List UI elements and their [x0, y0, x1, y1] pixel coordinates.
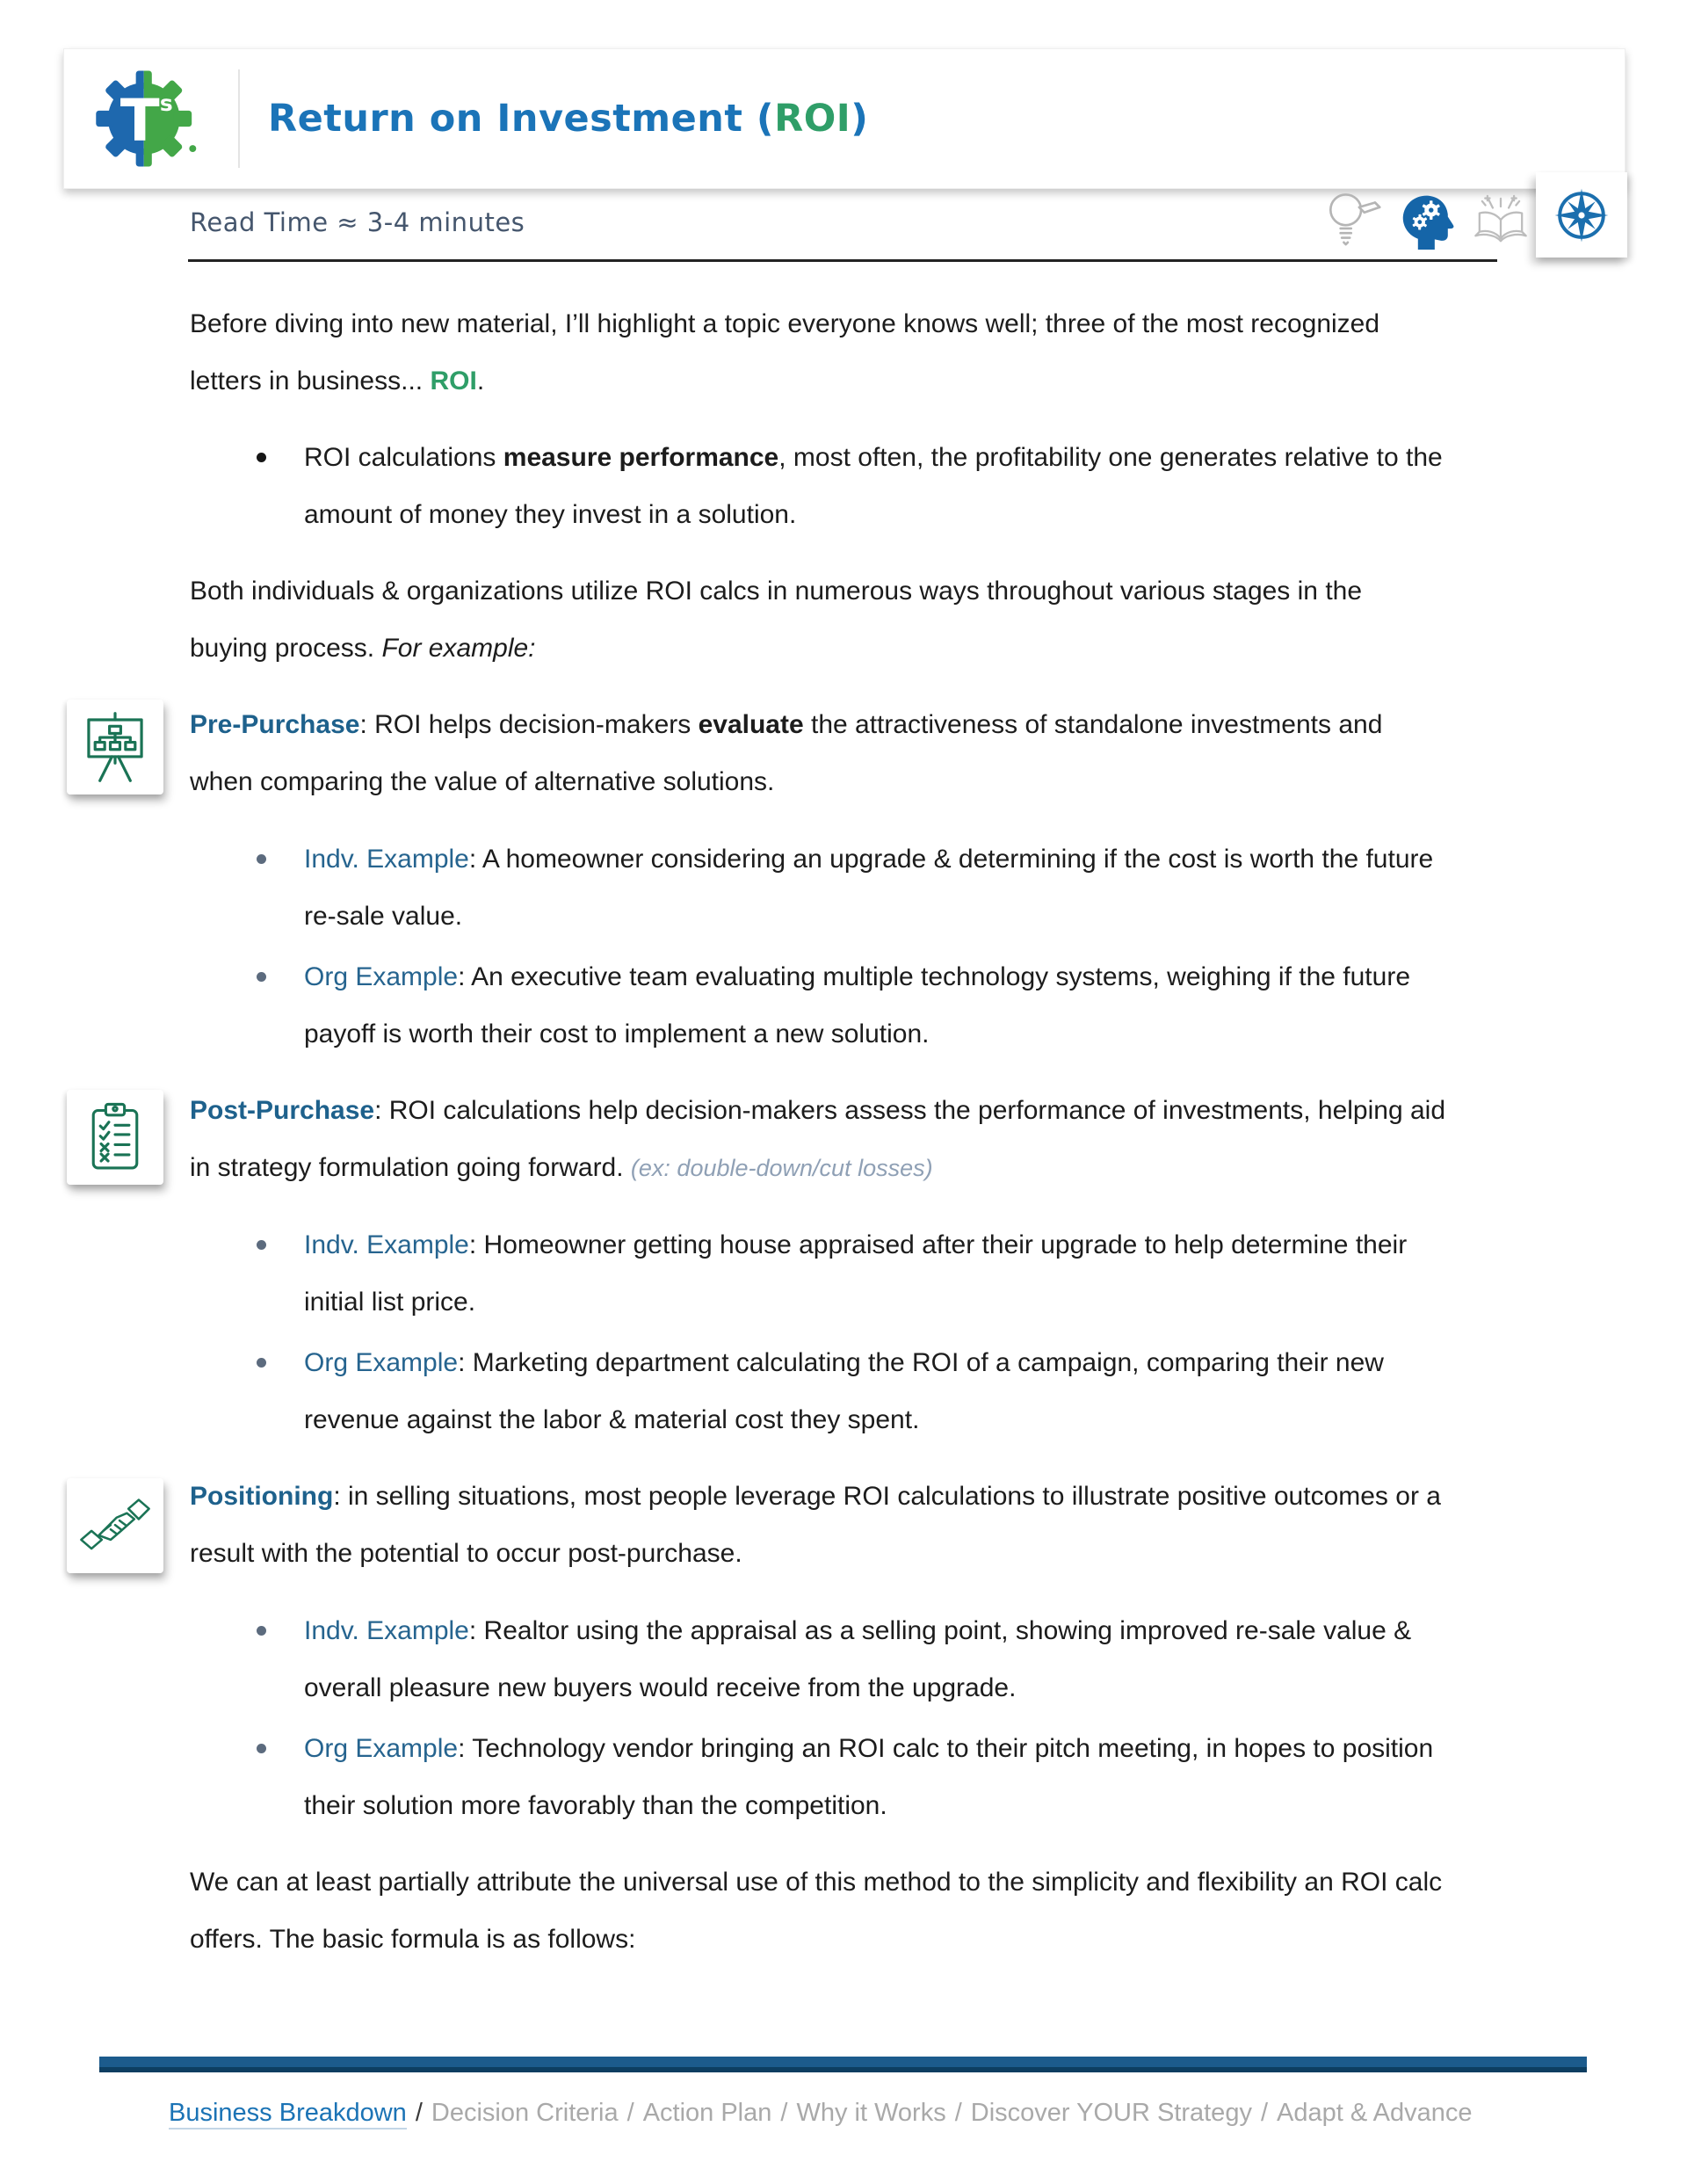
open-book-icon[interactable]: [1471, 190, 1531, 253]
breadcrumb-item-business-breakdown[interactable]: Business Breakdown: [169, 2099, 407, 2130]
intro-period: .: [476, 366, 485, 395]
breadcrumb-item-action-plan[interactable]: Action Plan: [642, 2099, 772, 2127]
section-note: (ex: double-down/cut losses): [630, 1155, 933, 1181]
example-text: : An executive team evaluating multiple technology systems, weighing if the future payoff is worth their cost to implement a new solution.: [304, 962, 1411, 1048]
lightbulb-idea-icon[interactable]: [1323, 190, 1383, 253]
intro-text: Before diving into new material, I’ll highlight a topic everyone knows well; three of the most recognized letters in business...: [190, 309, 1380, 395]
intro-bullet-list: [190, 429, 1446, 543]
header-icon-row: [1323, 190, 1531, 253]
list-item: [304, 948, 1446, 1063]
handshake-icon: [78, 1492, 152, 1559]
header-rule: [188, 259, 1497, 262]
example-label: Org Example: [304, 962, 459, 991]
list-item: [304, 831, 1446, 945]
breadcrumb-item-why-it-works[interactable]: Why it Works: [796, 2099, 946, 2127]
example-label: Indv. Example: [304, 1230, 469, 1259]
breadcrumb-item-adapt-advance[interactable]: Adapt & Advance: [1277, 2099, 1473, 2127]
example-label: Indv. Example: [304, 1616, 469, 1645]
list-item: [304, 1602, 1446, 1716]
section-paragraph: [190, 1082, 1446, 1197]
read-time-label: Read Time ≈ 3-4 minutes: [190, 207, 525, 237]
thinking-head-gears-icon[interactable]: [1397, 190, 1457, 253]
for-example-italic: For example:: [381, 634, 536, 663]
article-body: [190, 295, 1446, 1987]
checklist-clipboard-card: [67, 1090, 163, 1185]
header-card: [63, 48, 1625, 189]
example-label: Org Example: [304, 1348, 459, 1377]
footer-accent-bar: [99, 2057, 1587, 2072]
section-label: Positioning: [190, 1482, 334, 1511]
section-text: : ROI calculations help decision-makers assess the performance of investments, helping aid in strategy formulation going forward.: [190, 1096, 1446, 1182]
section-paragraph: [190, 696, 1446, 811]
section-paragraph: [190, 1468, 1446, 1583]
section-positioning: [190, 1468, 1446, 1834]
example-list: [190, 1602, 1446, 1834]
example-text: : Marketing department calculating the ROI of a campaign, comparing their new revenue against the labor & material cost they spent.: [304, 1348, 1384, 1434]
breadcrumb-separator: /: [626, 2099, 634, 2127]
title-close-paren: ): [851, 97, 869, 141]
clipboard-checklist-icon: [80, 1100, 150, 1174]
section-text: : in selling situations, most people leverage ROI calculations to illustrate positive outcomes or a result with the potential to occur post-purchase.: [190, 1482, 1441, 1568]
title-text: Return on Investment (: [268, 97, 775, 141]
header-divider: [238, 69, 240, 168]
intro-roi-highlight: ROI: [430, 366, 477, 395]
list-item: [304, 1334, 1446, 1448]
breadcrumb-separator: /: [1260, 2099, 1269, 2127]
example-text: : Realtor using the appraisal as a selling point, showing improved re-sale value & overall pleasure new buyers would receive from the upgrade.: [304, 1616, 1412, 1702]
section-label: Pre-Purchase: [190, 710, 360, 739]
breadcrumb-item-decision-criteria[interactable]: Decision Criteria: [431, 2099, 619, 2127]
compass-card[interactable]: [1536, 172, 1627, 258]
usage-paragraph: [190, 562, 1446, 677]
brand-gear-logo-icon: [94, 67, 198, 171]
closing-paragraph: We can at least partially attribute the universal use of this method to the simplicity and flexibility an ROI calc offers. The basic formula is as follows:: [190, 1868, 1443, 1954]
section-post-purchase: [190, 1082, 1446, 1448]
breadcrumb-separator: /: [954, 2099, 962, 2127]
section-label: Post-Purchase: [190, 1096, 375, 1125]
page-title: [268, 97, 868, 141]
logo-superscript: s: [159, 90, 173, 116]
breadcrumb: [169, 2099, 1473, 2128]
example-text: : Technology vendor bringing an ROI calc to their pitch meeting, in hopes to position their solution more favorably than the competition.: [304, 1734, 1434, 1820]
section-pre-purchase: [190, 696, 1446, 1063]
list-item: [304, 1216, 1446, 1331]
example-text: : A homeowner considering an upgrade & determining if the cost is worth the future re-sale value.: [304, 845, 1434, 931]
section-bold-text: evaluate: [698, 710, 804, 739]
usage-text: Both individuals & organizations utilize ROI calcs in numerous ways throughout various stages in the buying process.: [190, 577, 1363, 663]
breadcrumb-separator: /: [780, 2099, 788, 2127]
list-item: [304, 1720, 1446, 1834]
example-text: : Homeowner getting house appraised after their upgrade to help determine their initial list price.: [304, 1230, 1408, 1317]
presentation-easel-card: [67, 700, 163, 795]
breadcrumb-separator: /: [415, 2099, 423, 2127]
example-label: Org Example: [304, 1734, 459, 1763]
breadcrumb-item-discover-your-strategy[interactable]: Discover YOUR Strategy: [970, 2099, 1252, 2127]
example-label: Indv. Example: [304, 845, 469, 874]
bullet-text: , most often, the profitability one generates relative to the amount of money they invest in a solution.: [304, 443, 1443, 529]
example-list: [190, 831, 1446, 1063]
list-item: [304, 429, 1446, 543]
example-list: [190, 1216, 1446, 1448]
handshake-card: [67, 1478, 163, 1573]
title-roi-text: ROI: [774, 97, 851, 141]
bullet-text: ROI calculations: [304, 443, 503, 472]
bullet-bold-text: measure performance: [503, 443, 779, 472]
logo-letter: T: [119, 86, 160, 155]
section-text: the attractiveness of standalone investments and when comparing the value of alternative solutions.: [190, 710, 1383, 796]
section-text: : ROI helps decision-makers: [359, 710, 699, 739]
presentation-orgchart-icon: [79, 710, 151, 784]
compass-rose-icon: [1553, 187, 1610, 243]
intro-paragraph: [190, 295, 1446, 410]
